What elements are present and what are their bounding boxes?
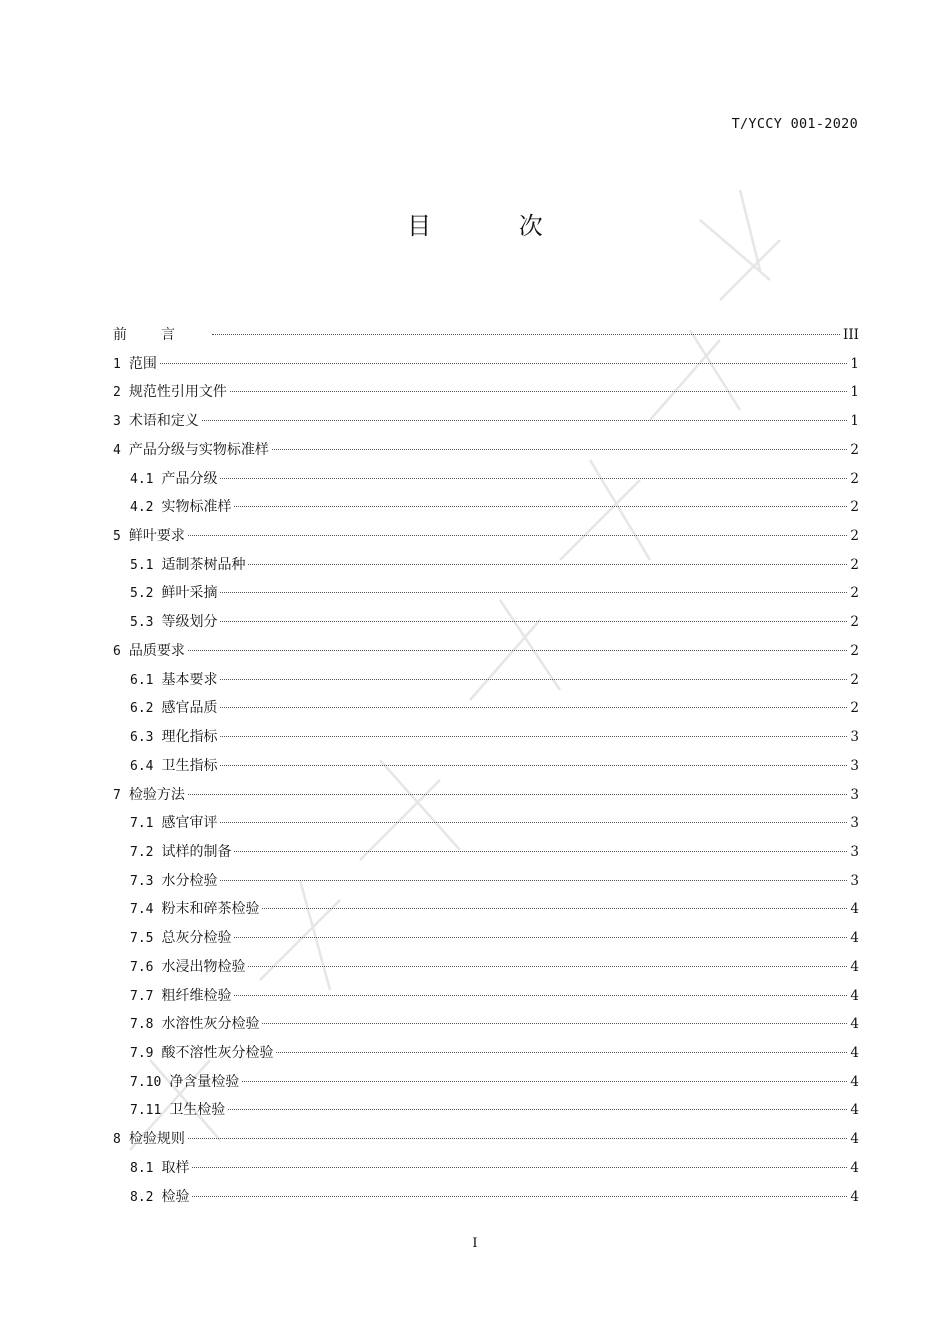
toc-entry-page: 4 (850, 987, 859, 1004)
toc-entry-page: 4 (850, 1073, 859, 1090)
toc-entry-page: 4 (850, 1102, 859, 1119)
toc-entry-page: 3 (850, 843, 859, 860)
toc-entry[interactable] (113, 953, 859, 982)
toc-dot-leader (220, 707, 847, 708)
toc-dot-leader (234, 851, 847, 852)
toc-entry-number: 1 (113, 356, 121, 372)
toc-entry[interactable] (113, 1096, 859, 1125)
footer-page-number: I (472, 1236, 478, 1251)
document-code: T/YCCY 001-2020 (731, 116, 858, 132)
toc-entry[interactable] (113, 608, 859, 637)
toc-entry-number: 7.7 (130, 988, 154, 1004)
toc-entry-number: 7.1 (130, 816, 154, 832)
toc-dot-leader (262, 1023, 847, 1024)
toc-dot-leader (248, 564, 847, 565)
toc-entry-number: 5.1 (130, 557, 154, 573)
toc-entry-title: 适制茶树品种 (161, 556, 246, 573)
toc-entry-title: 试样的制备 (161, 843, 232, 860)
toc-entry-page: 4 (850, 1016, 859, 1033)
toc-entry[interactable] (113, 1183, 859, 1212)
toc-entry-page: 1 (850, 413, 859, 430)
toc-entry[interactable] (113, 378, 859, 407)
toc-entry-number: 6 (113, 643, 121, 659)
toc-entry-number: 7.5 (130, 931, 154, 947)
toc-entry-number: 5 (113, 529, 121, 545)
toc-entry-page: 2 (850, 671, 859, 688)
toc-entry-title: 鲜叶采摘 (161, 585, 218, 602)
toc-entry-title: 净含量检验 (169, 1073, 240, 1090)
toc-entry-title: 等级划分 (161, 614, 218, 631)
toc-entry[interactable] (113, 436, 859, 465)
toc-entry-number: 6.4 (130, 758, 154, 774)
toc-entry-number: 7.6 (130, 959, 154, 975)
toc-entry-title: 检验规则 (128, 1131, 185, 1148)
toc-entry-page: 2 (850, 642, 859, 659)
toc-entry[interactable] (113, 579, 859, 608)
toc-entry[interactable] (113, 407, 859, 436)
toc-entry-page: 4 (850, 1131, 859, 1148)
toc-dot-leader (220, 736, 847, 737)
toc-entry[interactable] (113, 752, 859, 781)
toc-dot-leader (220, 592, 847, 593)
toc-entry-title: 理化指标 (161, 729, 218, 746)
toc-entry-page: 1 (850, 355, 859, 372)
toc-entry[interactable] (113, 723, 859, 752)
toc-entry[interactable] (113, 924, 859, 953)
toc-entry-number: 4.1 (130, 471, 154, 487)
toc-entry[interactable] (113, 982, 859, 1011)
toc-entry-number: 7.11 (130, 1103, 162, 1119)
toc-entry-number: 7.4 (130, 902, 154, 918)
toc-dot-leader (160, 363, 848, 364)
toc-entry[interactable] (113, 781, 859, 810)
toc-entry-title: 产品分级与实物标准样 (128, 441, 269, 458)
page-title: 目 次 (407, 212, 583, 240)
toc-entry-page: 1 (850, 384, 859, 401)
toc-entry-page: 2 (850, 470, 859, 487)
toc-entry[interactable] (113, 522, 859, 551)
toc-entry-number: 8.1 (130, 1160, 154, 1176)
toc-entry-title: 感官审评 (161, 815, 218, 832)
toc-entry-page: 2 (850, 528, 859, 545)
toc-entry[interactable] (113, 867, 859, 896)
toc-dot-leader (220, 478, 847, 479)
toc-entry-title: 卫生指标 (161, 757, 218, 774)
toc-dot-leader (220, 765, 847, 766)
table-of-contents (113, 321, 859, 1211)
toc-entry-number: 7.2 (130, 844, 154, 860)
toc-entry-number: 2 (113, 385, 121, 401)
toc-entry-page: 2 (850, 700, 859, 717)
toc-entry-page: 2 (850, 614, 859, 631)
toc-entry-title: 规范性引用文件 (128, 384, 227, 401)
toc-entry[interactable] (113, 551, 859, 580)
toc-dot-leader (202, 420, 848, 421)
toc-entry-number: 6.1 (130, 672, 154, 688)
toc-entry[interactable] (113, 1154, 859, 1183)
toc-dot-leader (192, 1167, 847, 1168)
toc-entry-number: 5.3 (130, 615, 154, 631)
toc-entry[interactable] (113, 1010, 859, 1039)
toc-entry-number: 8.2 (130, 1189, 154, 1205)
toc-dot-leader (262, 908, 847, 909)
toc-entry-title: 取样 (161, 1159, 190, 1176)
toc-entry-title: 粉末和碎茶检验 (161, 901, 260, 918)
toc-entry-number: 6.2 (130, 701, 154, 717)
toc-entry-title: 检验 (161, 1188, 190, 1205)
toc-entry[interactable] (113, 666, 859, 695)
toc-dot-leader (228, 1109, 847, 1110)
toc-entry-page: 4 (850, 1044, 859, 1061)
toc-entry-number: 4.2 (130, 500, 154, 516)
toc-entry-number: 8 (113, 1132, 121, 1148)
toc-entry[interactable] (113, 637, 859, 666)
toc-entry-page: 3 (850, 757, 859, 774)
toc-entry[interactable] (113, 465, 859, 494)
toc-entry-page: 3 (850, 815, 859, 832)
toc-entry-number: 7.3 (130, 873, 154, 889)
toc-entry-title: 卫生检验 (169, 1102, 226, 1119)
toc-entry-title: 品质要求 (128, 642, 185, 659)
toc-entry[interactable] (113, 895, 859, 924)
toc-entry-title: 实物标准样 (161, 499, 232, 516)
toc-entry-number: 7.9 (130, 1045, 154, 1061)
toc-entry-page: 2 (850, 585, 859, 602)
toc-entry-page: 4 (850, 901, 859, 918)
toc-dot-leader (188, 650, 848, 651)
toc-entry-page: 2 (850, 441, 859, 458)
toc-entry[interactable] (113, 1068, 859, 1097)
toc-entry-page: 4 (850, 930, 859, 947)
toc-entry-number: 4 (113, 442, 121, 458)
toc-dot-leader (276, 1052, 847, 1053)
toc-entry[interactable] (113, 350, 859, 379)
toc-entry-number: 7.10 (130, 1074, 162, 1090)
toc-dot-leader (220, 880, 847, 881)
toc-entry-title: 水分检验 (161, 872, 218, 889)
toc-entry-title: 范围 (128, 355, 157, 372)
toc-entry-page: 4 (850, 1159, 859, 1176)
toc-entry-number: 7.8 (130, 1017, 154, 1033)
toc-entry-number: 3 (113, 414, 121, 430)
toc-dot-leader (212, 334, 840, 335)
toc-dot-leader (220, 822, 847, 823)
toc-dot-leader (220, 679, 847, 680)
toc-entry-number: 5.2 (130, 586, 154, 602)
toc-entry-page: 2 (850, 556, 859, 573)
toc-entry-number: 6.3 (130, 730, 154, 746)
toc-dot-leader (234, 506, 847, 507)
toc-dot-leader (220, 621, 847, 622)
toc-dot-leader (242, 1081, 847, 1082)
toc-entry[interactable] (113, 694, 859, 723)
toc-dot-leader (230, 391, 848, 392)
toc-dot-leader (188, 1138, 848, 1139)
toc-dot-leader (272, 449, 848, 450)
toc-entry-page: 2 (850, 499, 859, 516)
toc-entry-title: 检验方法 (128, 786, 185, 803)
toc-entry-title: 水溶性灰分检验 (161, 1016, 260, 1033)
toc-entry[interactable] (113, 838, 859, 867)
toc-entry-title: 总灰分检验 (161, 930, 232, 947)
toc-entry-title: 鲜叶要求 (128, 528, 185, 545)
toc-entry-page: 4 (850, 1188, 859, 1205)
toc-dot-leader (234, 995, 847, 996)
toc-entry-title: 前言 (113, 327, 209, 343)
toc-entry-page: 3 (850, 872, 859, 889)
toc-entry-title: 术语和定义 (128, 413, 199, 430)
toc-entry[interactable] (113, 1039, 859, 1068)
toc-entry-title: 水浸出物检验 (161, 958, 246, 975)
toc-dot-leader (188, 535, 848, 536)
toc-entry[interactable] (113, 493, 859, 522)
toc-entry-title: 产品分级 (161, 470, 218, 487)
toc-entry[interactable] (113, 1125, 859, 1154)
toc-entry[interactable] (113, 321, 859, 350)
toc-entry-page: 3 (850, 786, 859, 803)
toc-dot-leader (234, 937, 847, 938)
toc-entry-page: 3 (850, 729, 859, 746)
toc-entry[interactable] (113, 809, 859, 838)
toc-entry-number: 7 (113, 787, 121, 803)
toc-entry-page: III (843, 327, 859, 343)
toc-dot-leader (192, 1196, 847, 1197)
toc-entry-title: 基本要求 (161, 671, 218, 688)
toc-dot-leader (248, 966, 847, 967)
toc-dot-leader (188, 794, 848, 795)
toc-entry-title: 粗纤维检验 (161, 987, 232, 1004)
toc-entry-page: 4 (850, 958, 859, 975)
toc-entry-title: 酸不溶性灰分检验 (161, 1044, 274, 1061)
toc-entry-title: 感官品质 (161, 700, 218, 717)
